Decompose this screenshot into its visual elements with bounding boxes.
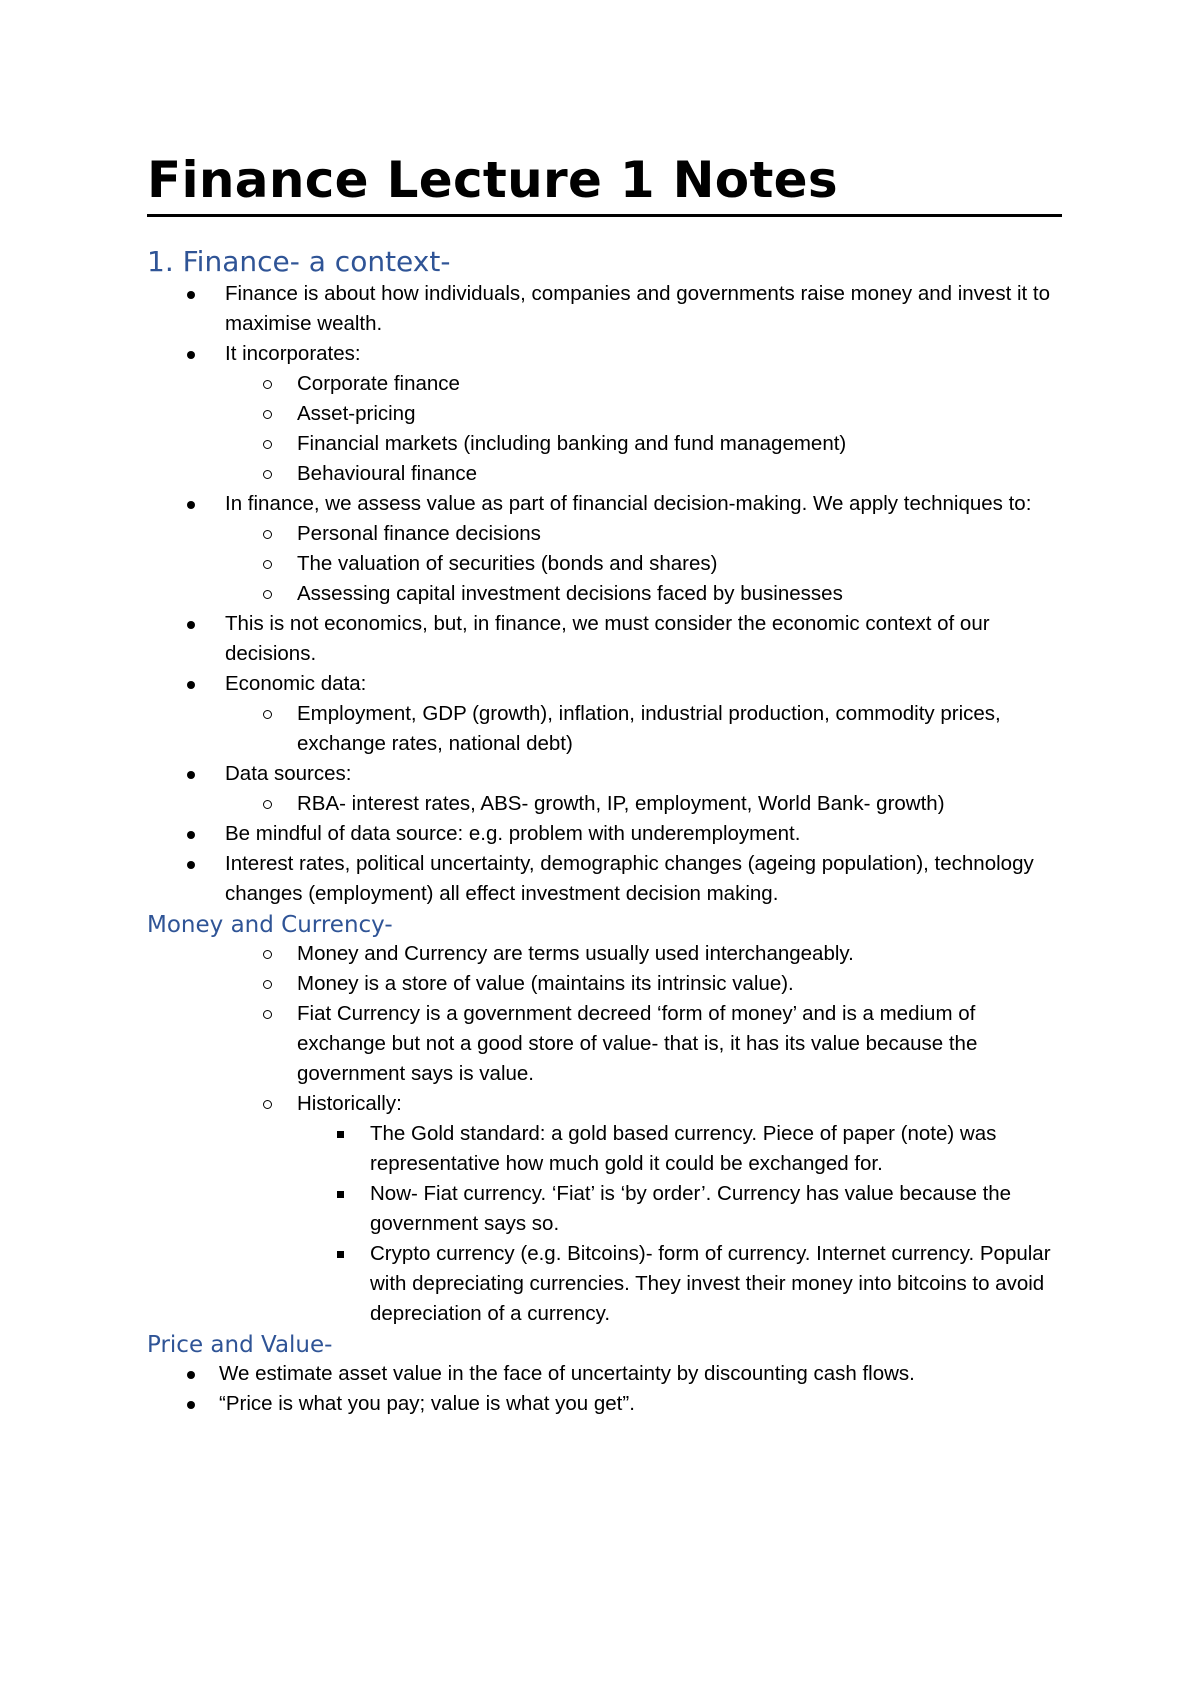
bullet-dot-icon: [187, 771, 195, 779]
section-heading-finance-context: 1. Finance- a context-: [147, 245, 451, 278]
sub-sub-list-item: Now- Fiat currency. ‘Fiat’ is ‘by order’. Currency has value because the government says so.: [147, 1179, 1062, 1239]
list-item: We estimate asset value in the face of uncertainty by discounting cash flows.: [147, 1359, 1062, 1389]
bullet-circle-icon: [263, 1100, 272, 1109]
bullet-circle-icon: [263, 560, 272, 569]
bullet-dot-icon: [187, 1401, 195, 1409]
bullet-circle-icon: [263, 710, 272, 719]
finance-context-list: [147, 279, 1062, 909]
page-title: Finance Lecture 1 Notes: [147, 150, 1062, 217]
bullet-dot-icon: [187, 1371, 195, 1379]
bullet-dot-icon: [187, 351, 195, 359]
sub-list-item: Fiat Currency is a government decreed ‘form of money’ and is a medium of exchange but not a good store of value- that is, it has its value because the government says is value.: [147, 999, 1062, 1089]
money-currency-list: [147, 939, 1062, 1329]
bullet-dot-icon: [187, 681, 195, 689]
bullet-circle-icon: [263, 800, 272, 809]
sub-list-item: Money and Currency are terms usually used interchangeably.: [147, 939, 1062, 969]
list-item: “Price is what you pay; value is what you get”.: [147, 1389, 1062, 1419]
list-item: Be mindful of data source: e.g. problem with underemployment.: [147, 819, 1062, 849]
bullet-circle-icon: [263, 380, 272, 389]
document-body: [147, 150, 1062, 1419]
bullet-circle-icon: [263, 950, 272, 959]
list-item: Economic data:: [147, 669, 1062, 699]
bullet-dot-icon: [187, 861, 195, 869]
sub-list-item: The valuation of securities (bonds and shares): [147, 549, 1062, 579]
list-item: This is not economics, but, in finance, we must consider the economic context of our decisions.: [147, 609, 1062, 669]
bullet-circle-icon: [263, 530, 272, 539]
section-heading-money-currency: Money and Currency-: [147, 912, 393, 938]
list-item: Interest rates, political uncertainty, demographic changes (ageing population), technology changes (employment) all effect investment decision making.: [147, 849, 1062, 909]
sub-list-item: Assessing capital investment decisions faced by businesses: [147, 579, 1062, 609]
bullet-square-icon: [337, 1131, 344, 1138]
sub-sub-list-item: The Gold standard: a gold based currency. Piece of paper (note) was representative how much gold it could be exchanged for.: [147, 1119, 1062, 1179]
bullet-dot-icon: [187, 831, 195, 839]
price-value-list: [147, 1359, 1062, 1419]
bullet-square-icon: [337, 1191, 344, 1198]
list-item: It incorporates:: [147, 339, 1062, 369]
list-item: Finance is about how individuals, companies and governments raise money and invest it to maximise wealth.: [147, 279, 1062, 339]
bullet-circle-icon: [263, 470, 272, 479]
sub-list-item: RBA- interest rates, ABS- growth, IP, employment, World Bank- growth): [147, 789, 1062, 819]
list-item: In finance, we assess value as part of financial decision-making. We apply techniques to:: [147, 489, 1062, 519]
bullet-dot-icon: [187, 501, 195, 509]
bullet-dot-icon: [187, 291, 195, 299]
section-heading-price-value: Price and Value-: [147, 1332, 333, 1358]
sub-list-item: Behavioural finance: [147, 459, 1062, 489]
sub-list-item: Money is a store of value (maintains its intrinsic value).: [147, 969, 1062, 999]
bullet-circle-icon: [263, 1010, 272, 1019]
sub-list-item: Historically:: [147, 1089, 1062, 1119]
bullet-circle-icon: [263, 440, 272, 449]
sub-list-item: Financial markets (including banking and fund management): [147, 429, 1062, 459]
list-item: Data sources:: [147, 759, 1062, 789]
sub-list-item: Asset-pricing: [147, 399, 1062, 429]
sub-list-item: Employment, GDP (growth), inflation, industrial production, commodity prices, exchange rates, national debt): [147, 699, 1062, 759]
bullet-circle-icon: [263, 410, 272, 419]
sub-sub-list-item: Crypto currency (e.g. Bitcoins)- form of currency. Internet currency. Popular with depreciating currencies. They invest their money into bitcoins to avoid depreciation of a currency.: [147, 1239, 1062, 1329]
bullet-square-icon: [337, 1251, 344, 1258]
bullet-circle-icon: [263, 980, 272, 989]
bullet-dot-icon: [187, 621, 195, 629]
sub-list-item: Corporate finance: [147, 369, 1062, 399]
bullet-circle-icon: [263, 590, 272, 599]
sub-list-item: Personal finance decisions: [147, 519, 1062, 549]
